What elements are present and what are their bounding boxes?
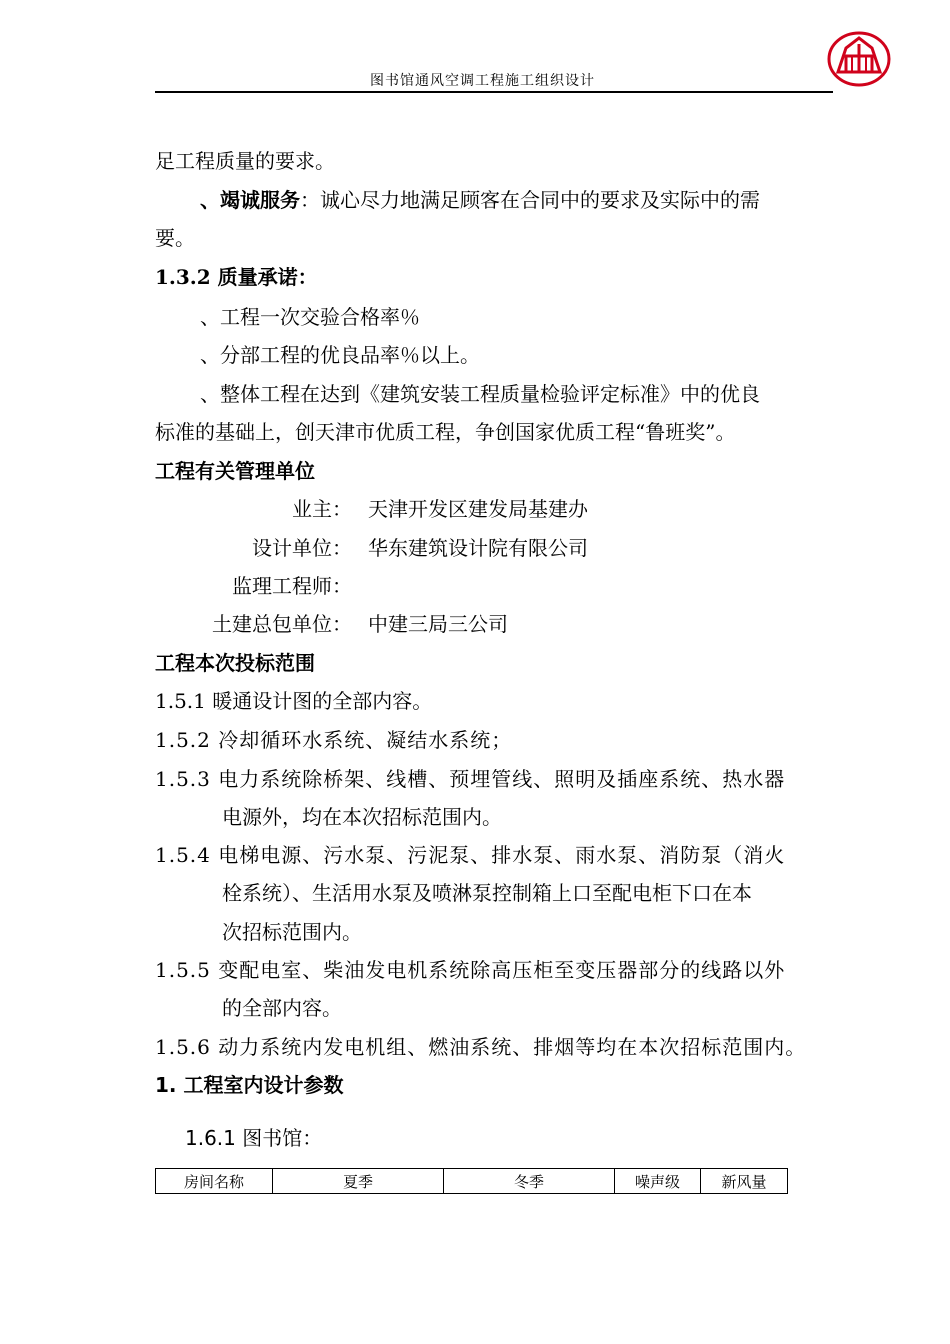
- scope-154-cont2: 次招标范围内。: [222, 920, 362, 944]
- unit-owner-label: 业主：: [292, 497, 352, 521]
- service-label: 、竭诚服务: [200, 188, 300, 212]
- table-header-summer: 夏季: [273, 1169, 444, 1194]
- paragraph-quality: 足工程质量的要求。: [155, 149, 335, 173]
- heading-scope: 工程本次投标范围: [155, 651, 315, 675]
- quality-item-1: 、工程一次交验合格率％: [200, 305, 420, 329]
- scope-154: 1.5.4 电梯电源、污水泵、污泥泵、排水泵、雨水泵、消防泵（消火: [155, 843, 786, 867]
- scope-152: 1.5.2 冷却循环水系统、凝结水系统；: [155, 728, 513, 752]
- quality-item-3-cont: 标准的基础上，创天津市优质工程，争创国家优质工程“鲁班奖”。: [155, 420, 736, 444]
- unit-contractor-value: 中建三局三公司: [368, 612, 508, 636]
- table-header-winter: 冬季: [444, 1169, 615, 1194]
- header-title: 图书馆通风空调工程施工组织设计: [370, 73, 595, 89]
- scope-151: 1.5.1 暖通设计图的全部内容。: [155, 689, 433, 713]
- quality-item-3: 、整体工程在达到《建筑安装工程质量检验评定标准》中的优良: [200, 382, 760, 406]
- heading-units: 工程有关管理单位: [155, 459, 315, 483]
- table-row: [156, 1169, 788, 1194]
- company-seal-icon: [826, 28, 892, 88]
- unit-contractor-label: 土建总包单位：: [212, 612, 352, 636]
- table-header-noise: 噪声级: [615, 1169, 701, 1194]
- header-rule: [155, 91, 833, 93]
- scope-153-cont: 电源外，均在本次招标范围内。: [222, 805, 502, 829]
- scope-153: 1.5.3 电力系统除桥架、线槽、预埋管线、照明及插座系统、热水器: [155, 767, 786, 791]
- table-header-fresh-air: 新风量: [701, 1169, 788, 1194]
- paragraph-service: [200, 187, 760, 213]
- unit-design-value: 华东建筑设计院有限公司: [368, 536, 588, 560]
- paragraph-service-cont: 要。: [155, 226, 195, 250]
- table-header-room: 房间名称: [156, 1169, 273, 1194]
- scope-156: 1.5.6 动力系统内发电机组、燃油系统、排烟等均在本次招标范围内。: [155, 1035, 807, 1059]
- service-text: ：诚心尽力地满足顾客在合同中的要求及实际中的需: [300, 188, 760, 212]
- unit-design-label: 设计单位：: [252, 536, 352, 560]
- scope-155-cont: 的全部内容。: [222, 996, 342, 1020]
- heading-161: 1.6.1 图书馆：: [185, 1126, 323, 1150]
- unit-owner-value: 天津开发区建发局基建办: [368, 497, 588, 521]
- scope-154-cont1: 栓系统）、生活用水泵及喷淋泵控制箱上口至配电柜下口在本: [222, 881, 752, 905]
- heading-132: 1.3.2 质量承诺：: [155, 265, 318, 289]
- heading-params: 1. 工程室内设计参数: [155, 1073, 344, 1097]
- design-params-table: [155, 1168, 788, 1194]
- scope-155: 1.5.5 变配电室、柴油发电机系统除高压柜至变压器部分的线路以外: [155, 958, 786, 982]
- unit-supervisor-label: 监理工程师：: [232, 574, 352, 598]
- quality-item-2: 、分部工程的优良品率％以上。: [200, 343, 480, 367]
